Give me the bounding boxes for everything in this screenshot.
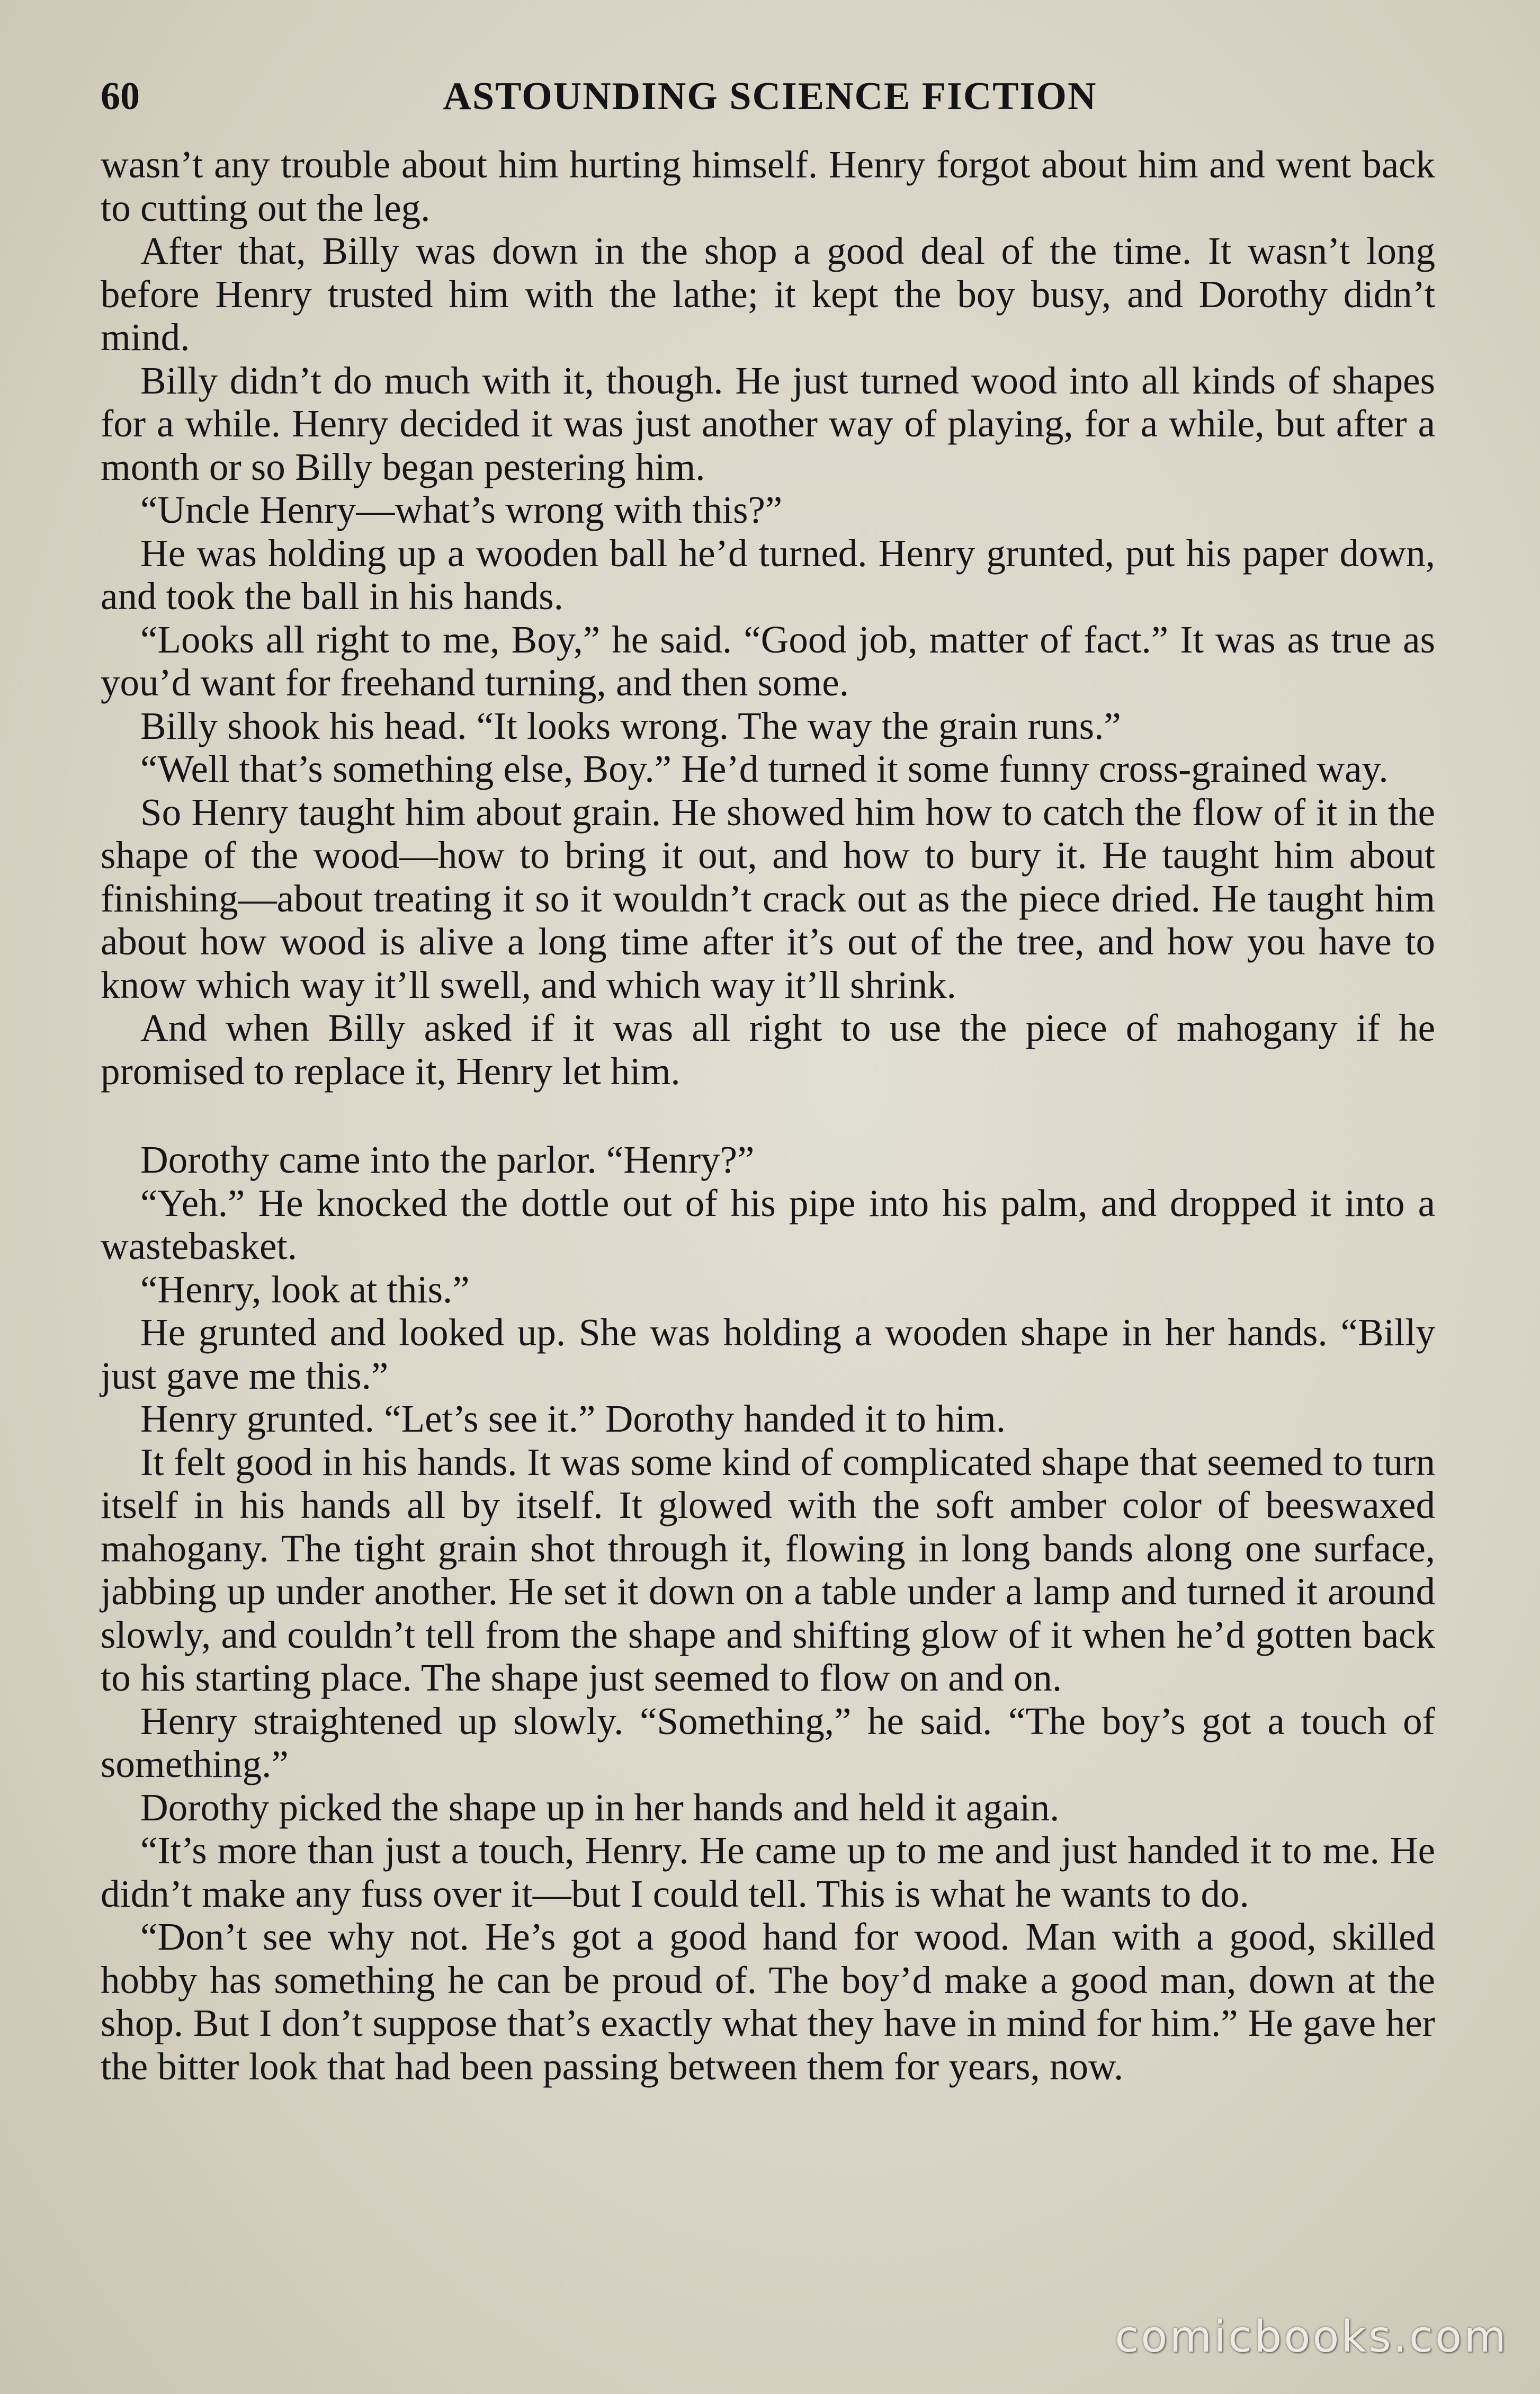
- paragraph: He grunted and looked up. She was holding a wooden shape in her hands. “Billy just gave me this.”: [101, 1311, 1435, 1397]
- paragraph: “Looks all right to me, Boy,” he said. “Good job, matter of fact.” It was as true as you’d want for freehand turning, and then some.: [101, 618, 1435, 704]
- paragraph: Billy shook his head. “It looks wrong. The way the grain runs.”: [140, 704, 1121, 747]
- paragraph: “Don’t see why not. He’s got a good hand for wood. Man with a good, skilled hobby has something he can be proud of. The boy’d make a good man, down at the shop. But I don’t suppose that’s exactly what they have in mind for him.” He gave her the bitter look that had been passing between them for years, now.: [101, 1915, 1435, 2088]
- paragraph: “It’s more than just a touch, Henry. He came up to me and just handed it to me. He didn’t make any fuss over it—but I could tell. This is what he wants to do.: [101, 1829, 1435, 1915]
- paragraph: “Well that’s something else, Boy.” He’d turned it some funny cross-grained way.: [140, 747, 1389, 790]
- paragraph: wasn’t any trouble about him hurting himself. Henry forgot about him and went back to cutting out the leg.: [101, 143, 1435, 229]
- page-number: 60: [101, 75, 140, 118]
- paragraph: “Uncle Henry—what’s wrong with this?”: [140, 488, 783, 531]
- page-header: [101, 74, 1439, 132]
- paragraph: “Henry, look at this.”: [140, 1267, 470, 1311]
- paragraph: So Henry taught him about grain. He showed him how to catch the flow of it in the shape of the wood—how to bring it out, and how to bury it. He taught him about finishing—about treating it so it wouldn’t crack out as the piece dried. He taught him about how wood is alive a long time after it’s out of the tree, and how you have to know which way it’ll swell, and which way it’ll shrink.: [101, 790, 1435, 1006]
- paragraph: After that, Billy was down in the shop a good deal of the time. It wasn’t long before Henry trusted him with the lathe; it kept the boy busy, and Dorothy didn’t mind.: [101, 229, 1435, 359]
- paragraph: And when Billy asked if it was all right to use the piece of mahogany if he promised to replace it, Henry let him.: [101, 1006, 1435, 1093]
- paragraph: Billy didn’t do much with it, though. He just turned wood into all kinds of shapes for a while. Henry decided it was just another way of playing, for a while, but after a month or so Billy began pestering him.: [101, 359, 1435, 488]
- paragraph: Dorothy picked the shape up in her hands and held it again.: [140, 1785, 1060, 1829]
- paragraph: Dorothy came into the parlor. “Henry?”: [140, 1138, 755, 1181]
- paragraph: Henry straightened up slowly. “Something,” he said. “The boy’s got a touch of something.”: [101, 1699, 1435, 1785]
- paragraph: He was holding up a wooden ball he’d turned. Henry grunted, put his paper down, and took the ball in his hands.: [101, 531, 1435, 618]
- section-break: [101, 1093, 1435, 1138]
- story-text: [101, 143, 1435, 2088]
- paragraph: “Yeh.” He knocked the dottle out of his pipe into his palm, and dropped it into a wastebasket.: [101, 1181, 1435, 1267]
- watermark: comicbooks.com: [1115, 2312, 1508, 2362]
- paragraph: It felt good in his hands. It was some kind of complicated shape that seemed to turn itself in his hands all by itself. It glowed with the soft amber color of beeswaxed mahogany. The tight grain shot through it, flowing in long bands along one surface, jabbing up under another. He set it down on a table under a lamp and turned it around slowly, and couldn’t tell from the shape and shifting glow of it when he’d gotten back to his starting place. The shape just seemed to flow on and on.: [101, 1440, 1435, 1699]
- running-title: ASTOUNDING SCIENCE FICTION: [443, 75, 1097, 118]
- paragraph: Henry grunted. “Let’s see it.” Dorothy handed it to him.: [140, 1397, 1006, 1440]
